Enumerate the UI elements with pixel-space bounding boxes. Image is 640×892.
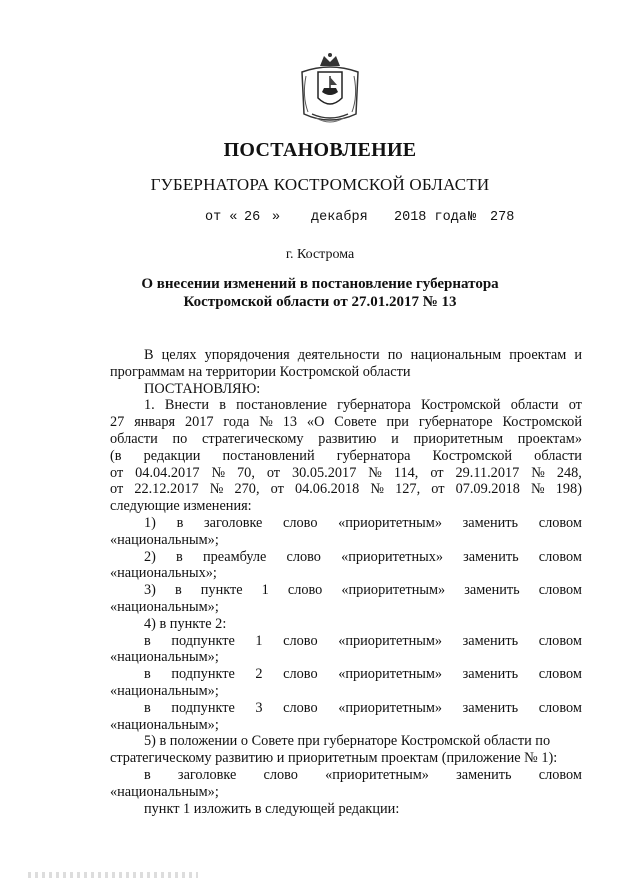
word: 114, xyxy=(393,464,419,481)
word: словом xyxy=(538,666,582,683)
word: 22.12.2017 xyxy=(134,481,199,498)
word: Костромской xyxy=(432,447,513,464)
word: проектам» xyxy=(517,430,582,447)
word: № xyxy=(368,464,382,481)
word: и xyxy=(574,347,582,363)
list-item-line: «национальных»; xyxy=(110,565,217,582)
date-close-quote: » xyxy=(272,210,281,225)
word: в xyxy=(144,632,151,649)
word: области xyxy=(110,430,158,447)
word: 248, xyxy=(556,464,582,481)
word: января xyxy=(134,414,176,431)
word: стратегическому xyxy=(202,430,304,447)
resolve-line: ПОСТАНОВЛЯЮ: xyxy=(144,380,261,397)
word: слово xyxy=(283,514,318,531)
date-year: 2018 года xyxy=(394,210,467,225)
word: в xyxy=(219,397,226,414)
word: «О xyxy=(306,414,325,431)
list-item-line: «национальным»; xyxy=(110,783,219,800)
word: по xyxy=(172,430,188,447)
word: от xyxy=(568,397,582,414)
word: развитию xyxy=(318,430,377,447)
word: подпункте xyxy=(171,632,235,649)
word: 3 xyxy=(255,699,263,716)
word: Костромской xyxy=(421,397,501,414)
list-item-line xyxy=(110,767,582,784)
word: в xyxy=(176,548,183,565)
coat-of-arms-icon xyxy=(298,52,362,128)
list-item-line xyxy=(110,582,582,599)
word: от xyxy=(266,464,281,481)
word: области xyxy=(510,397,559,414)
word: № xyxy=(531,481,545,498)
word: заголовке xyxy=(203,514,263,531)
word: от xyxy=(110,464,124,481)
word: пункте xyxy=(200,582,243,599)
word: словом xyxy=(538,766,582,783)
number-sign: № xyxy=(468,210,477,225)
word: года xyxy=(223,414,250,431)
word: по xyxy=(387,347,403,363)
word: 2) xyxy=(144,548,156,565)
word: в xyxy=(174,582,182,599)
paragraph-line: программам на территории Костромской области xyxy=(110,363,411,380)
paragraph-line xyxy=(110,481,582,498)
word: целях xyxy=(161,347,197,363)
paragraph-line: следующие изменения: xyxy=(110,498,252,515)
word: 04.06.2018 xyxy=(294,481,360,498)
word: слово xyxy=(287,582,323,599)
heading-line: О внесении изменений в постановление губернатора xyxy=(141,276,499,292)
word: проектам xyxy=(509,347,567,363)
word: слово xyxy=(286,548,321,565)
word: в xyxy=(144,666,151,683)
word: 04.04.2017 xyxy=(135,464,200,481)
word: словом xyxy=(538,548,582,565)
word: № xyxy=(531,464,545,481)
word: 1 xyxy=(261,582,269,599)
word: от xyxy=(110,481,124,498)
word: № xyxy=(209,481,224,498)
word: 70, xyxy=(237,464,255,481)
word: от xyxy=(431,481,445,498)
word: «приоритетным» xyxy=(338,699,443,716)
date-month: декабря xyxy=(311,210,368,225)
word: слово xyxy=(283,666,318,683)
paragraph-line xyxy=(110,431,582,448)
word: заменить xyxy=(462,632,519,649)
word: Костромской xyxy=(502,414,582,431)
word: 1. xyxy=(144,397,155,414)
paragraph-line xyxy=(110,397,582,414)
list-item-line xyxy=(110,666,582,683)
word: «приоритетным» xyxy=(338,632,443,649)
word: Совете xyxy=(334,414,377,431)
word: 1) xyxy=(144,514,156,531)
document-heading xyxy=(0,275,640,311)
scan-artifact xyxy=(28,872,198,878)
paragraph-line xyxy=(110,347,582,364)
list-item-line: «национальным»; xyxy=(110,649,219,666)
list-item-line: «национальным»; xyxy=(110,682,219,699)
date-line xyxy=(0,210,640,230)
word: подпункте xyxy=(171,666,235,683)
list-item-line: «национальным»; xyxy=(110,598,219,615)
paragraph-line xyxy=(110,414,582,431)
word: упорядочения xyxy=(204,347,290,363)
list-item-line xyxy=(110,515,582,532)
word: и xyxy=(391,430,399,447)
word: в xyxy=(176,514,184,531)
word: «приоритетных» xyxy=(341,548,444,565)
word: 07.09.2018 xyxy=(455,481,520,498)
list-item-line xyxy=(110,633,582,650)
word: 29.11.2017 xyxy=(455,464,520,481)
word: в xyxy=(144,699,151,716)
word: заменить xyxy=(462,666,519,683)
list-item-line xyxy=(110,549,582,566)
word: при xyxy=(386,414,409,431)
list-item-line: пункт 1 изложить в следующей редакции: xyxy=(144,800,400,817)
word: словом xyxy=(538,699,582,716)
paragraph-line xyxy=(110,465,582,482)
word: слово xyxy=(283,632,318,649)
word: слово xyxy=(283,699,318,716)
word: (в xyxy=(110,447,122,464)
word: от xyxy=(270,481,284,498)
word: заменить xyxy=(462,514,519,531)
word: заменить xyxy=(464,582,520,599)
word: словом xyxy=(538,582,582,599)
word: «приоритетным» xyxy=(325,766,429,783)
list-item-line xyxy=(110,700,582,717)
word: заменить xyxy=(462,699,519,716)
word: «приоритетным» xyxy=(341,582,446,599)
date-prefix: от « xyxy=(205,210,238,225)
word: постановлений xyxy=(222,447,315,464)
word: 1 xyxy=(255,632,263,649)
word: заголовке xyxy=(177,766,237,783)
word: словом xyxy=(538,632,582,649)
word: «приоритетным» xyxy=(338,514,442,531)
word: национальным xyxy=(410,347,502,363)
word: «приоритетным» xyxy=(338,666,443,683)
word: 30.05.2017 xyxy=(292,464,357,481)
word: № xyxy=(370,481,385,498)
word: подпункте xyxy=(171,699,235,716)
word: 2 xyxy=(255,666,263,683)
word: преамбуле xyxy=(202,548,267,565)
word: области xyxy=(534,447,582,464)
word: заменить xyxy=(463,548,519,565)
word: Внести xyxy=(164,397,210,414)
document-number: 278 xyxy=(490,210,515,225)
word: 13 xyxy=(282,414,298,431)
word: приоритетным xyxy=(413,430,504,447)
word: в xyxy=(144,766,151,783)
list-item-line: «национальным»; xyxy=(110,716,219,733)
date-day: 26 xyxy=(244,210,261,225)
word: постановление xyxy=(236,397,327,414)
heading-line: Костромской области от 27.01.2017 № 13 xyxy=(183,294,457,310)
word: 198) xyxy=(555,481,582,498)
word: губернаторе xyxy=(418,414,493,431)
word: В xyxy=(144,347,154,363)
word: № xyxy=(259,414,273,431)
word: 270, xyxy=(234,481,260,498)
word: 3) xyxy=(144,582,156,599)
word: губернатора xyxy=(336,447,411,464)
word: 2017 xyxy=(184,414,214,431)
word: заменить xyxy=(456,766,512,783)
word: слово xyxy=(263,766,298,783)
word: 27 xyxy=(110,414,125,431)
word: деятельности xyxy=(297,347,380,363)
word: редакции xyxy=(143,447,201,464)
city: г. Кострома xyxy=(285,247,355,262)
paragraph-line xyxy=(110,448,582,465)
list-item-line: 4) в пункте 2: xyxy=(144,615,227,632)
list-item-line: стратегическому развитию и приоритетным проектам (приложение № 1): xyxy=(110,750,558,767)
issuing-authority: ГУБЕРНАТОРА КОСТРОМСКОЙ ОБЛАСТИ xyxy=(150,175,490,194)
word: губернатора xyxy=(337,397,411,414)
document-body xyxy=(110,347,582,817)
list-item-line: «национальным»; xyxy=(110,531,219,548)
word: 127, xyxy=(395,481,421,498)
document-title: ПОСТАНОВЛЕНИЕ xyxy=(223,139,417,161)
list-item-line: 5) в положении о Совете при губернаторе Костромской области по xyxy=(144,733,551,750)
word: от xyxy=(430,464,444,481)
word: словом xyxy=(538,514,582,531)
word: № xyxy=(211,464,226,481)
